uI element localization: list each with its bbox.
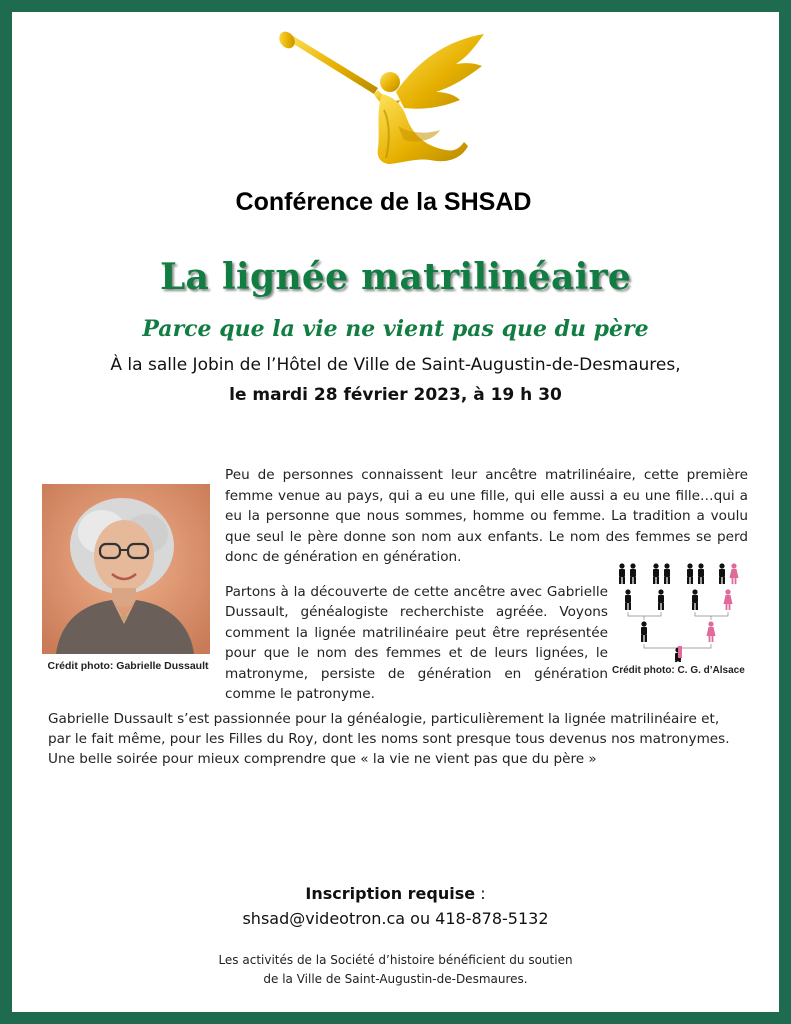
registration-contact: shsad@videotron.ca ou 418-878-5132 (242, 909, 549, 928)
speaker-photo-credit: Crédit photo: Gabrielle Dussault (47, 660, 209, 672)
event-date: le mardi 28 février 2023, à 19 h 30 (229, 385, 562, 405)
description-paragraph-1: Peu de personnes connaissent leur ancêtre matrilinéaire, cette première femme venue au pays, qui a eu une fille, qui elle aussi a eu une fille…qui a eu la personne que nous sommes, homme ou femme. La tradition a voulu que seul le père donne son nom aux enfants. Le nom des femmes se perd donc de génération en génération. (225, 467, 748, 565)
conference-label: Conférence de la SHSAD (235, 188, 532, 216)
speaker-photo (42, 484, 210, 654)
page-subtitle: Parce que la vie ne vient pas que du père (142, 316, 649, 342)
speaker-bio (48, 709, 753, 769)
page-title: La lignée matrilinéaire (159, 256, 632, 298)
golden-trumpet-angel-icon (278, 30, 490, 170)
footer-line-1: Les activités de la Société d’histoire bénéficient du soutien (218, 953, 573, 967)
registration-label: Inscription requise : (305, 884, 486, 903)
footer-note (0, 951, 791, 989)
tree-photo-credit: Crédit photo: C. G. d’Alsace (612, 665, 745, 676)
bio-line-3: Une belle soirée pour mieux comprendre que « la vie ne vient pas que du père » (48, 751, 597, 767)
event-venue: À la salle Jobin de l’Hôtel de Ville de Saint-Augustin-de-Desmaures, (110, 355, 681, 375)
footer-line-2: de la Ville de Saint-Augustin-de-Desmaures. (263, 972, 528, 986)
bio-line-1: Gabrielle Dussault s’est passionnée pour la généalogie, particulièrement la lignée matrilinéaire et, (48, 711, 720, 727)
description-paragraph-2: Partons à la découverte de cette ancêtre avec Gabrielle Dussault, généalogiste recherchiste agréée. Voyons comment la lignée matrilinéaire peut être représentée pour que le nom des femmes et de leurs lignées, le matronyme, persiste de génération en génération comme le patronyme. (225, 583, 608, 703)
bio-line-2: par le fait même, pour les Filles du Roy, dont les noms sont presque tous devenus nos matronymes. (48, 731, 730, 747)
family-tree-icon (614, 560, 746, 662)
